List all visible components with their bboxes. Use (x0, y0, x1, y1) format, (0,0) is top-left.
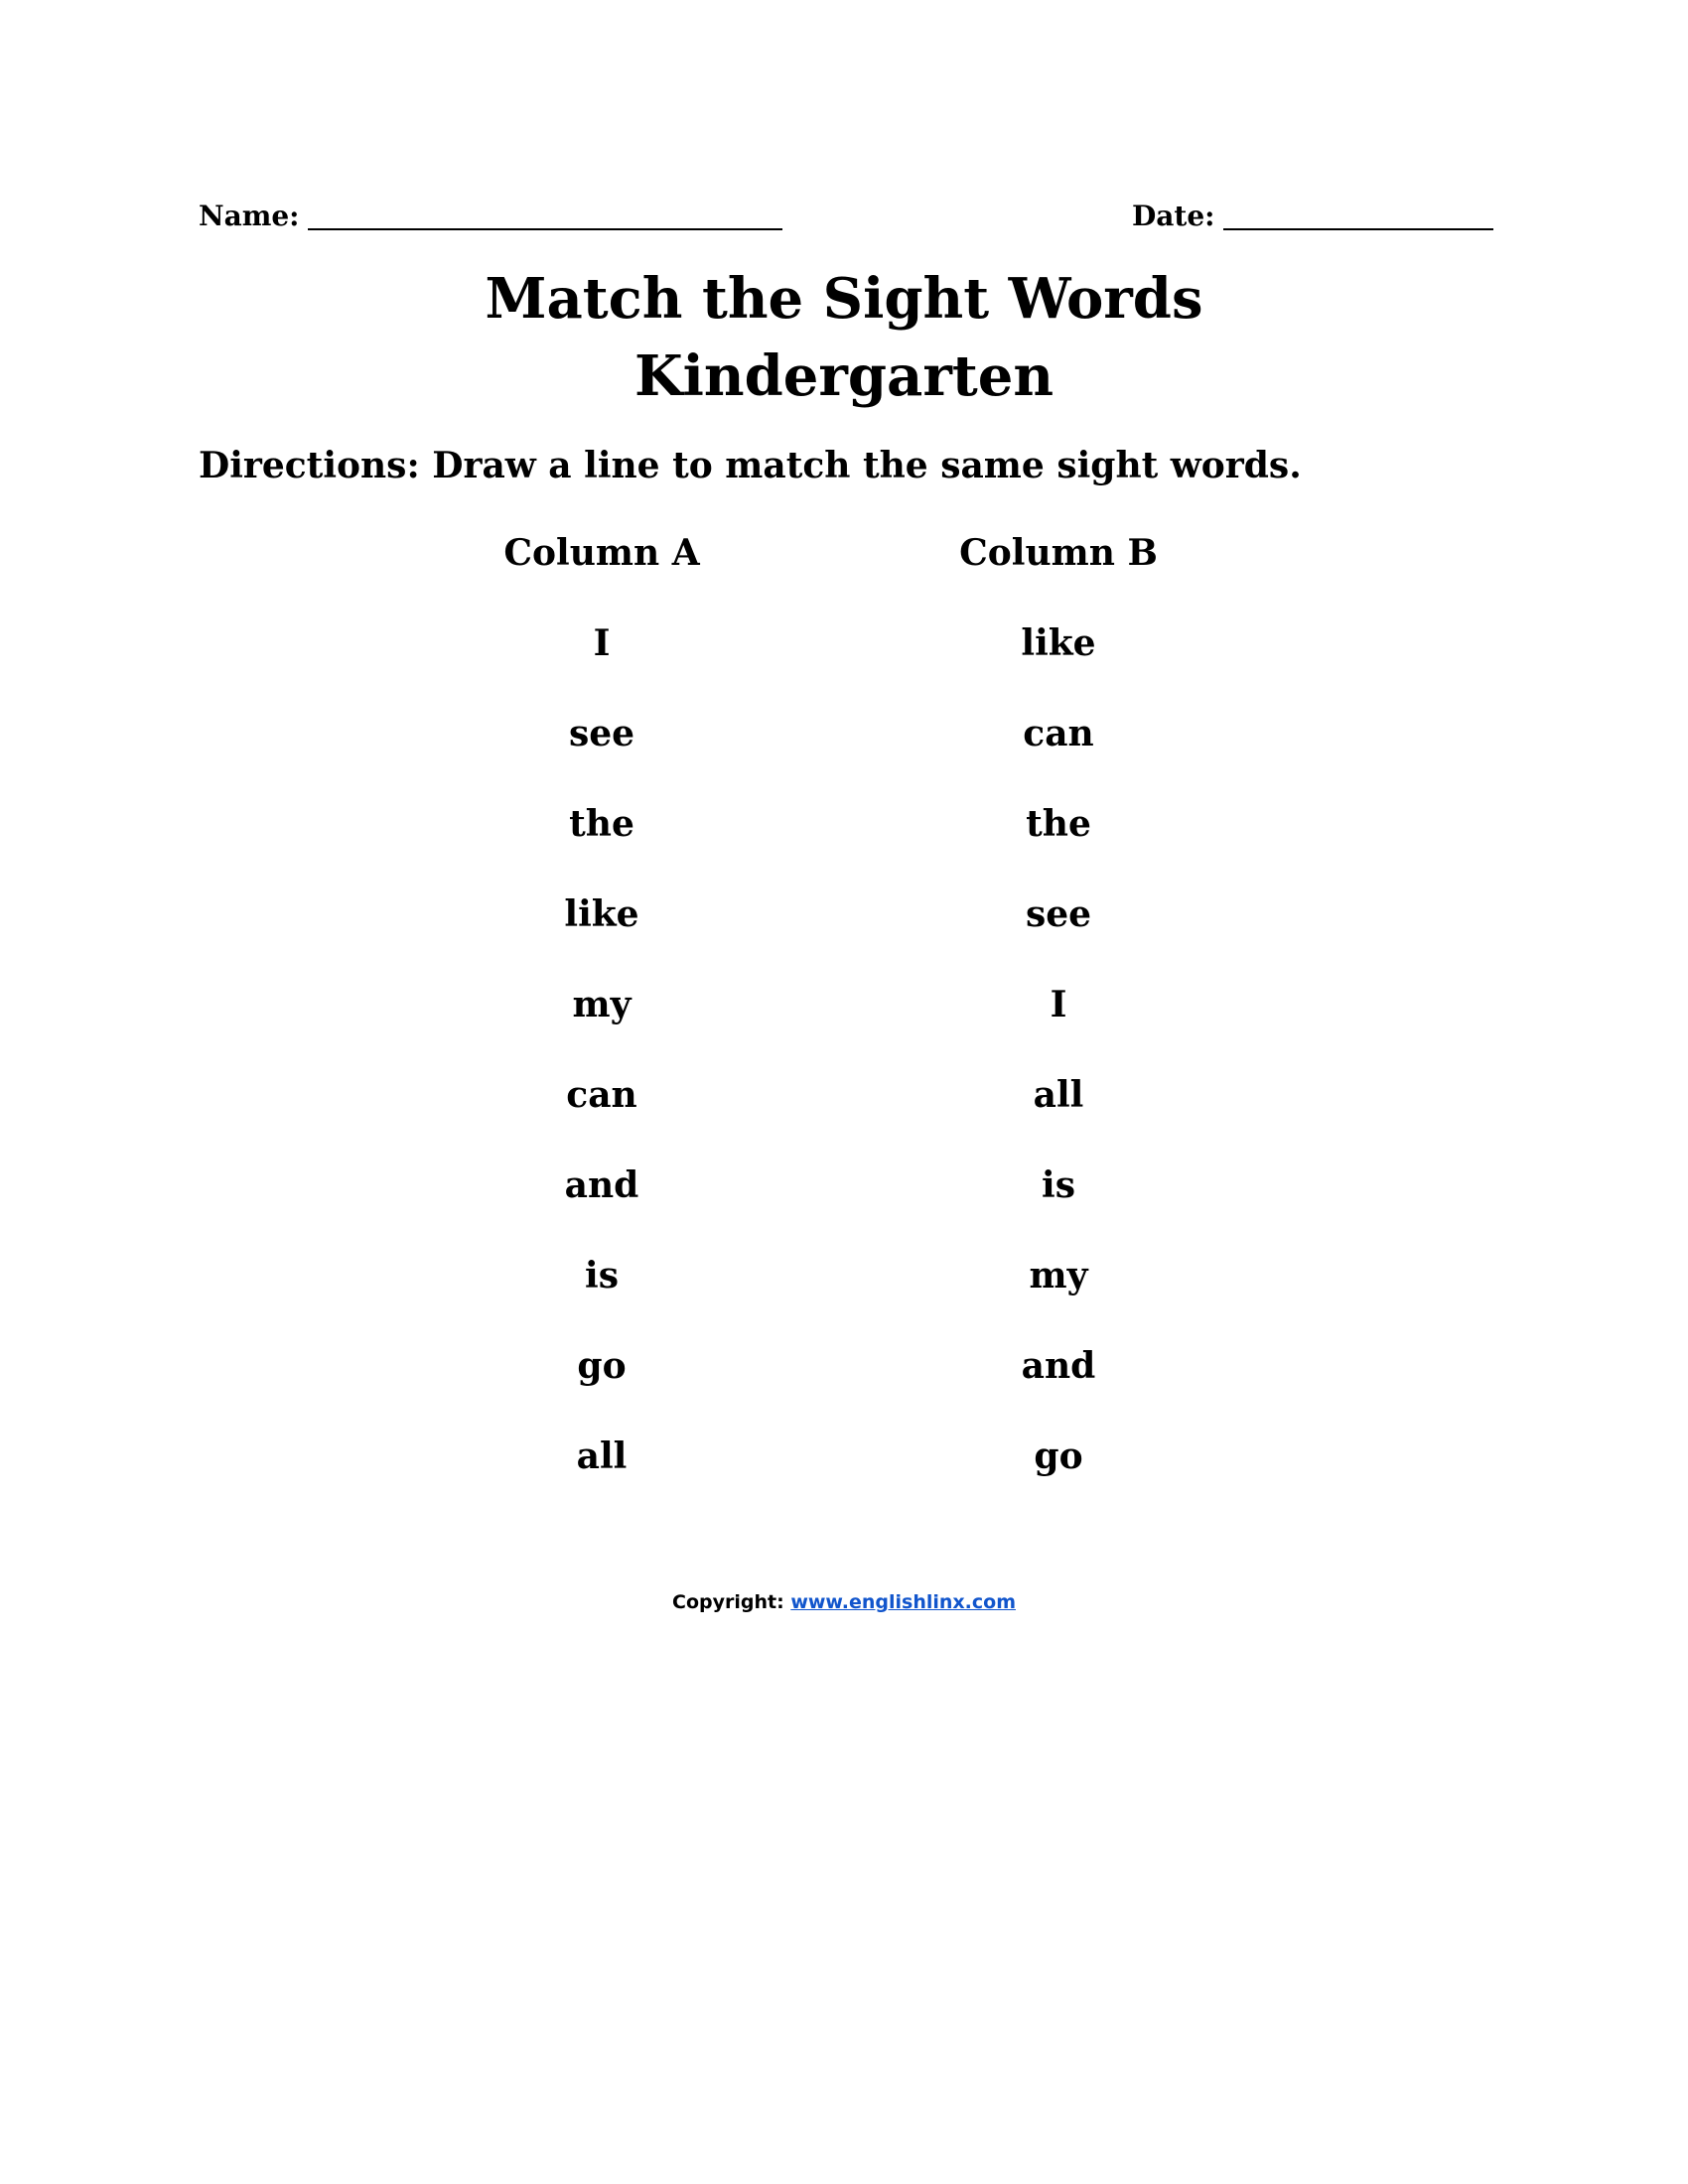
title-line-1: Match the Sight Words (485, 266, 1203, 332)
column-a-word: all (576, 1435, 628, 1477)
page-title (0, 260, 1688, 415)
column-a-word: go (577, 1345, 627, 1387)
column-b-word: I (1050, 984, 1067, 1025)
date-field (1132, 197, 1493, 236)
column-b-word: like (1021, 622, 1096, 664)
column-a-word: I (593, 622, 611, 664)
date-label: Date: (1132, 200, 1215, 232)
column-b-word: and (1021, 1345, 1096, 1387)
column-b-word: see (1025, 893, 1092, 935)
date-line[interactable] (1223, 199, 1493, 230)
column-a-word: see (568, 713, 635, 754)
column-a-word: my (572, 984, 632, 1025)
column-a-word: and (564, 1164, 639, 1206)
header-row (199, 197, 1481, 240)
title-line-2: Kindergarten (633, 343, 1055, 409)
copyright-link[interactable]: www.englishlinx.com (790, 1591, 1016, 1613)
column-b (880, 528, 1237, 1522)
column-a (423, 528, 780, 1522)
column-b-header: Column B (959, 532, 1158, 574)
column-a-word: the (569, 803, 634, 845)
column-b-word: my (1029, 1255, 1088, 1297)
name-field (199, 197, 782, 236)
column-b-word: all (1033, 1074, 1084, 1116)
name-label: Name: (199, 200, 300, 232)
column-b-word: is (1042, 1164, 1075, 1206)
column-b-word: can (1023, 713, 1094, 754)
column-a-word: like (564, 893, 639, 935)
column-a-word: can (566, 1074, 637, 1116)
column-a-header: Column A (503, 532, 700, 574)
column-b-word: go (1034, 1435, 1083, 1477)
name-line[interactable] (308, 199, 782, 230)
copyright (0, 1588, 1688, 1616)
column-b-word: the (1026, 803, 1091, 845)
directions: Directions: Draw a line to match the same sight words. (199, 445, 1302, 486)
column-a-word: is (585, 1255, 619, 1297)
copyright-label: Copyright: (672, 1591, 784, 1613)
